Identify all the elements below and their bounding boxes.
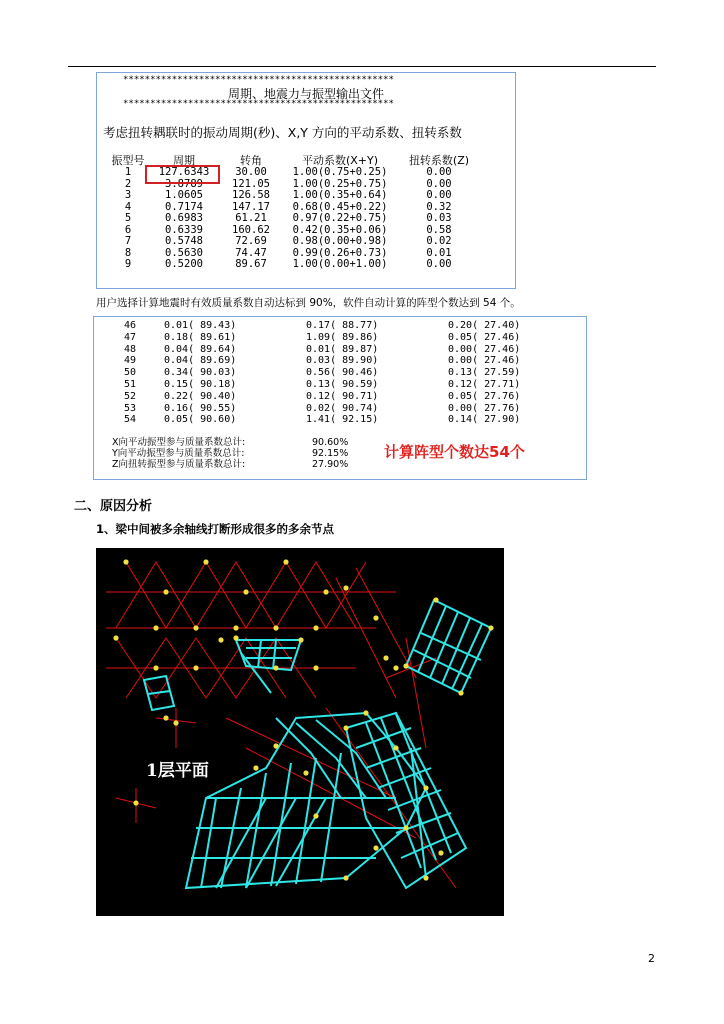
table-row	[124, 403, 548, 415]
table-cell: 6	[124, 223, 132, 236]
node-marker	[163, 715, 168, 720]
node-marker	[233, 625, 238, 630]
table-cell: 0.00( 27.46)	[448, 343, 521, 355]
table-cell: 0.01	[426, 246, 452, 259]
table-cell: 0.20( 27.40)	[448, 320, 521, 331]
table-cell: 46	[124, 320, 137, 331]
summary-row	[112, 437, 348, 448]
table-cell: 49	[124, 355, 137, 367]
node-marker	[133, 800, 138, 805]
table-cell: 47	[124, 331, 137, 343]
table-cell: 0.32	[426, 200, 452, 213]
table-cell: 3	[124, 189, 132, 201]
summary-row	[112, 448, 348, 459]
mass-summary	[112, 437, 348, 470]
table-row	[124, 391, 548, 403]
header-angle: 转角	[240, 154, 262, 167]
node-marker	[488, 625, 493, 630]
node-marker	[403, 825, 408, 830]
beam-lines	[144, 600, 491, 888]
table-cell: 3.8789	[165, 177, 203, 190]
table-cell: 0.13( 90.59)	[306, 378, 379, 390]
node-marker	[323, 589, 328, 594]
summary-value: 27.90%	[312, 459, 349, 470]
node-marker	[393, 745, 398, 750]
node-marker	[113, 635, 118, 640]
table-cell: 0.03( 89.90)	[306, 355, 379, 367]
node-marker	[123, 559, 128, 564]
node-marker	[383, 655, 388, 660]
table-cell: 127.6343	[158, 166, 210, 178]
cad-floor-plan	[96, 548, 504, 916]
table-cell: 53	[124, 402, 137, 414]
table-cell: 1.09( 89.86)	[306, 331, 379, 343]
highlight-box	[145, 165, 220, 184]
table-cell: 2	[124, 177, 132, 190]
table-cell: 0.00	[426, 166, 452, 178]
summary-row	[112, 459, 348, 470]
table-cell: 0.34( 90.03)	[164, 367, 237, 379]
table-cell: 0.00	[426, 189, 452, 201]
summary-value: 90.60%	[312, 437, 349, 448]
table-cell: 50	[124, 367, 137, 379]
table-cell: 0.16( 90.55)	[164, 402, 237, 414]
node-marker	[153, 625, 158, 630]
table-cell: 0.5748	[165, 235, 203, 247]
node-marker	[298, 637, 303, 642]
table-cell: 121.05	[232, 177, 270, 190]
table-cell: 0.99(0.26+0.73)	[292, 246, 388, 259]
node-marker	[253, 765, 258, 770]
table-cell: 0.5630	[165, 246, 203, 259]
cad-drawing	[96, 548, 504, 916]
table-row	[124, 344, 548, 356]
node-marker	[458, 690, 463, 695]
summary-label: X向平动振型参与质量系数总计:	[112, 437, 246, 448]
table-cell: 1.0605	[165, 189, 203, 201]
node-marker	[313, 625, 318, 630]
table-row	[105, 212, 483, 224]
summary-label: Y向平动振型参与质量系数总计:	[112, 448, 245, 459]
body-paragraph: 用户选择计算地震时有效质量系数自动达标到 90%，软件自动计算的阵型个数达到 54 个。	[96, 297, 521, 309]
node-marker	[393, 665, 398, 670]
table-cell: 7	[124, 235, 132, 247]
table-cell: 0.22( 90.40)	[164, 390, 237, 402]
table-cell: 52	[124, 390, 137, 402]
table-cell: 61.21	[235, 212, 267, 224]
node-marker	[173, 720, 178, 725]
node-marker	[193, 665, 198, 670]
node-marker	[243, 589, 248, 594]
node-marker	[218, 637, 223, 642]
table-cell: 1.00(0.35+0.64)	[292, 189, 388, 201]
header-translation: 平动系数(X+Y)	[301, 154, 379, 167]
table-cell: 0.12( 90.71)	[306, 390, 379, 402]
summary-label: Z向扭转振型参与质量系数总计:	[112, 459, 246, 470]
header-mode: 振型号	[111, 154, 145, 167]
node-marker	[313, 665, 318, 670]
table-cell: 5	[124, 212, 132, 224]
header-torsion: 扭转系数(Z)	[408, 154, 470, 167]
table-cell: 0.05( 90.60)	[164, 414, 237, 426]
table-cell: 1.00(0.00+1.00)	[292, 258, 388, 270]
table-cell: 74.47	[235, 246, 267, 259]
table-cell: 48	[124, 343, 137, 355]
node-marker	[193, 625, 198, 630]
table-row	[105, 189, 483, 201]
page-number: 2	[648, 952, 655, 965]
node-marker	[343, 585, 348, 590]
table-cell: 0.04( 89.64)	[164, 343, 237, 355]
node-marker	[163, 589, 168, 594]
table-cell: 9	[124, 258, 132, 270]
node-marker	[403, 663, 408, 668]
output-title: 周期、地震力与振型输出文件	[227, 87, 384, 101]
table-cell: 0.00	[426, 258, 452, 270]
table-cell: 54	[124, 414, 137, 426]
node-marker	[363, 710, 368, 715]
table-row	[124, 414, 548, 426]
table-cell: 0.98(0.00+0.98)	[292, 235, 388, 247]
node-marker	[423, 875, 428, 880]
star-divider-bottom: **************************************************	[123, 99, 394, 109]
table-cell: 1.00(0.25+0.75)	[292, 177, 388, 190]
header-period: 周期	[173, 154, 195, 167]
output-subtitle: 考虑扭转耦联时的振动周期(秒)、X,Y 方向的平动系数、扭转系数	[103, 125, 462, 140]
table-cell: 4	[124, 200, 132, 213]
table-cell: 0.00( 27.76)	[448, 402, 521, 414]
node-marker	[438, 850, 443, 855]
table-cell: 0.42(0.35+0.06)	[292, 223, 388, 236]
table-cell: 1	[124, 166, 132, 178]
table-cell: 0.04( 89.69)	[164, 355, 237, 367]
node-marker	[343, 875, 348, 880]
table-row	[124, 367, 548, 379]
table-cell: 1.41( 92.15)	[306, 414, 379, 426]
table-cell: 0.6339	[165, 223, 203, 236]
table-cell: 0.5200	[165, 258, 203, 270]
table-row	[105, 258, 483, 270]
table-cell: 0.13( 27.59)	[448, 367, 521, 379]
node-marker	[433, 597, 438, 602]
table-cell: 0.14( 27.90)	[448, 414, 521, 426]
callout-text: 计算阵型个数达54个	[384, 443, 525, 461]
table-cell: 30.00	[235, 166, 267, 178]
summary-value: 92.15%	[312, 448, 349, 459]
node-marker	[283, 559, 288, 564]
table-cell: 160.62	[232, 223, 270, 236]
table-cell: 0.00( 27.46)	[448, 355, 521, 367]
table-cell: 0.03	[426, 212, 452, 224]
table-cell: 0.05( 27.76)	[448, 390, 521, 402]
table-row	[124, 332, 548, 344]
table-cell: 0.01( 89.87)	[306, 343, 379, 355]
table-cell: 147.17	[232, 200, 270, 213]
node-marker	[373, 845, 378, 850]
node-marker	[233, 635, 238, 640]
node-marker	[373, 615, 378, 620]
period-output-box	[96, 72, 516, 289]
table-cell: 0.05( 27.46)	[448, 331, 521, 343]
table-cell: 72.69	[235, 235, 267, 247]
table-cell: 0.02( 90.74)	[306, 402, 379, 414]
table-cell: 51	[124, 378, 137, 390]
table-cell: 0.17( 88.77)	[306, 320, 379, 331]
table-cell: 0.68(0.45+0.22)	[292, 200, 388, 213]
table-cell: 0.6983	[165, 212, 203, 224]
table-cell: 0.02	[426, 235, 452, 247]
node-marker	[423, 785, 428, 790]
table-cell: 0.00	[426, 177, 452, 190]
table-cell: 0.56( 90.46)	[306, 367, 379, 379]
table-cell: 0.01( 89.43)	[164, 320, 237, 331]
table-cell: 0.97(0.22+0.75)	[292, 212, 388, 224]
table-row	[124, 355, 548, 367]
subsection-heading: 1、梁中间被多余轴线打断形成很多的多余节点	[96, 522, 334, 536]
table-row	[105, 224, 483, 236]
node-marker	[153, 665, 158, 670]
table-row	[105, 247, 483, 259]
mass-participation-box	[93, 316, 587, 480]
plan-label: 1层平面	[146, 761, 209, 781]
table-row	[105, 235, 483, 247]
node-marker	[313, 813, 318, 818]
table-row	[124, 379, 548, 391]
node-marker	[273, 743, 278, 748]
table-cell: 0.12( 27.71)	[448, 378, 521, 390]
mass-table	[124, 320, 548, 426]
table-cell: 0.18( 89.61)	[164, 331, 237, 343]
table-cell: 126.58	[232, 189, 270, 201]
node-marker	[273, 665, 278, 670]
table-cell: 0.15( 90.18)	[164, 378, 237, 390]
table-cell: 89.67	[235, 258, 267, 270]
table-cell: 0.7174	[165, 200, 203, 213]
node-marker	[343, 725, 348, 730]
table-row	[124, 320, 548, 332]
table-cell: 1.00(0.75+0.25)	[292, 166, 388, 178]
section-heading: 二、原因分析	[74, 499, 153, 514]
table-row	[105, 201, 483, 213]
axis-lines	[106, 562, 456, 888]
node-marker	[203, 559, 208, 564]
table-cell: 8	[124, 246, 132, 259]
header-rule	[68, 66, 656, 67]
node-marker	[303, 770, 308, 775]
star-divider-top: **************************************************	[123, 75, 394, 85]
node-marker	[273, 625, 278, 630]
table-cell: 0.58	[426, 223, 452, 236]
